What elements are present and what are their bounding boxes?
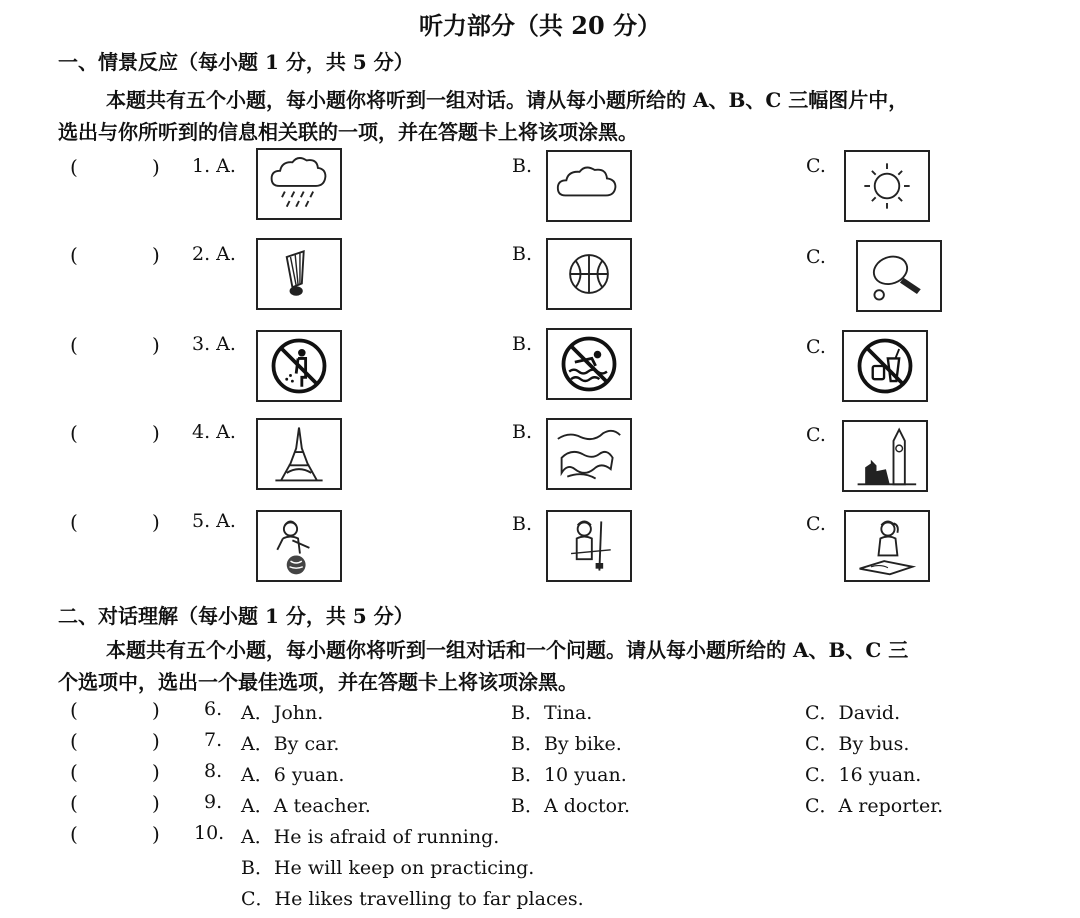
option-a: A．By car.	[241, 733, 340, 755]
answer-paren-open: (	[70, 698, 78, 722]
answer-paren-open: (	[70, 155, 78, 179]
option-a: A．He is afraid of running.	[241, 826, 500, 848]
option-b-label: B.	[512, 155, 533, 177]
option-c: C．He likes travelling to far places.	[241, 888, 584, 910]
option-b: B．Tina.	[511, 702, 593, 724]
answer-paren-close: )	[152, 729, 160, 753]
answer-paren-open: (	[70, 510, 78, 534]
section-title: 听力部分（共 20 分）	[418, 11, 662, 40]
part2-instruction-line2: 个选项中，选出一个最佳选项，并在答题卡上将该项涂黑。	[58, 670, 578, 694]
part2-instruction-line1: 本题共有五个小题，每小题你将听到一组对话和一个问题。请从每小题所给的 A、B、C 三	[106, 638, 909, 662]
no-littering-sign-icon[interactable]	[256, 330, 342, 402]
answer-paren-close: )	[152, 822, 160, 846]
question-number: 6.	[204, 698, 223, 720]
answer-paren-close: )	[152, 243, 160, 267]
answer-paren-open: (	[70, 243, 78, 267]
answer-paren-close: )	[152, 760, 160, 784]
answer-paren-close: )	[152, 155, 160, 179]
option-c: C．David.	[805, 702, 901, 724]
question-number: 2. A.	[192, 243, 236, 265]
option-b: B．10 yuan.	[511, 764, 627, 786]
girl-playing-erhu-icon[interactable]	[546, 510, 632, 582]
question-number: 4. A.	[192, 421, 236, 443]
cloud-icon[interactable]	[546, 150, 632, 222]
option-c: C．By bus.	[805, 733, 910, 755]
eiffel-tower-icon[interactable]	[256, 418, 342, 490]
question-number: 7.	[204, 729, 223, 751]
sun-icon[interactable]	[844, 150, 930, 222]
option-a: A．A teacher.	[241, 795, 371, 817]
answer-paren-open: (	[70, 729, 78, 753]
answer-paren-open: (	[70, 333, 78, 357]
question-number: 8.	[204, 760, 223, 782]
answer-paren-close: )	[152, 791, 160, 815]
option-b: B．He will keep on practicing.	[241, 857, 535, 879]
girl-painting-plate-icon[interactable]	[256, 510, 342, 582]
no-food-sign-icon[interactable]	[842, 330, 928, 402]
option-a: A．John.	[241, 702, 324, 724]
basketball-icon[interactable]	[546, 238, 632, 310]
question-number: 1. A.	[192, 155, 236, 177]
option-b: B．A doctor.	[511, 795, 631, 817]
girl-drawing-icon[interactable]	[844, 510, 930, 582]
big-ben-icon[interactable]	[842, 420, 928, 492]
shuttlecock-icon[interactable]	[256, 238, 342, 310]
question-number: 10.	[194, 822, 225, 844]
rain-cloud-icon[interactable]	[256, 148, 342, 220]
option-c: C．16 yuan.	[805, 764, 922, 786]
answer-paren-open: (	[70, 791, 78, 815]
option-b: B．By bike.	[511, 733, 622, 755]
option-c-label: C.	[806, 246, 826, 268]
part1-heading: 一、情景反应（每小题 1 分，共 5 分）	[58, 50, 414, 74]
answer-paren-open: (	[70, 421, 78, 445]
answer-paren-close: )	[152, 333, 160, 357]
part1-instruction-line1: 本题共有五个小题，每小题你将听到一组对话。请从每小题所给的 A、B、C 三幅图片中，	[106, 88, 909, 112]
answer-paren-close: )	[152, 698, 160, 722]
part1-instruction-line2: 选出与你所听到的信息相关联的一项，并在答题卡上将该项涂黑。	[58, 120, 638, 144]
question-number: 3. A.	[192, 333, 236, 355]
option-c-label: C.	[806, 155, 826, 177]
option-c-label: C.	[806, 424, 826, 446]
no-swimming-sign-icon[interactable]	[546, 328, 632, 400]
option-a: A．6 yuan.	[241, 764, 345, 786]
great-wall-icon[interactable]	[546, 418, 632, 490]
option-b-label: B.	[512, 333, 533, 355]
answer-paren-close: )	[152, 510, 160, 534]
ping-pong-paddle-icon[interactable]	[856, 240, 942, 312]
question-number: 9.	[204, 791, 223, 813]
answer-paren-close: )	[152, 421, 160, 445]
option-b-label: B.	[512, 513, 533, 535]
option-b-label: B.	[512, 243, 533, 265]
answer-paren-open: (	[70, 760, 78, 784]
option-c-label: C.	[806, 336, 826, 358]
option-b-label: B.	[512, 421, 533, 443]
answer-paren-open: (	[70, 822, 78, 846]
question-number: 5. A.	[192, 510, 236, 532]
option-c: C．A reporter.	[805, 795, 944, 817]
part2-heading: 二、对话理解（每小题 1 分，共 5 分）	[58, 604, 414, 628]
option-c-label: C.	[806, 513, 826, 535]
